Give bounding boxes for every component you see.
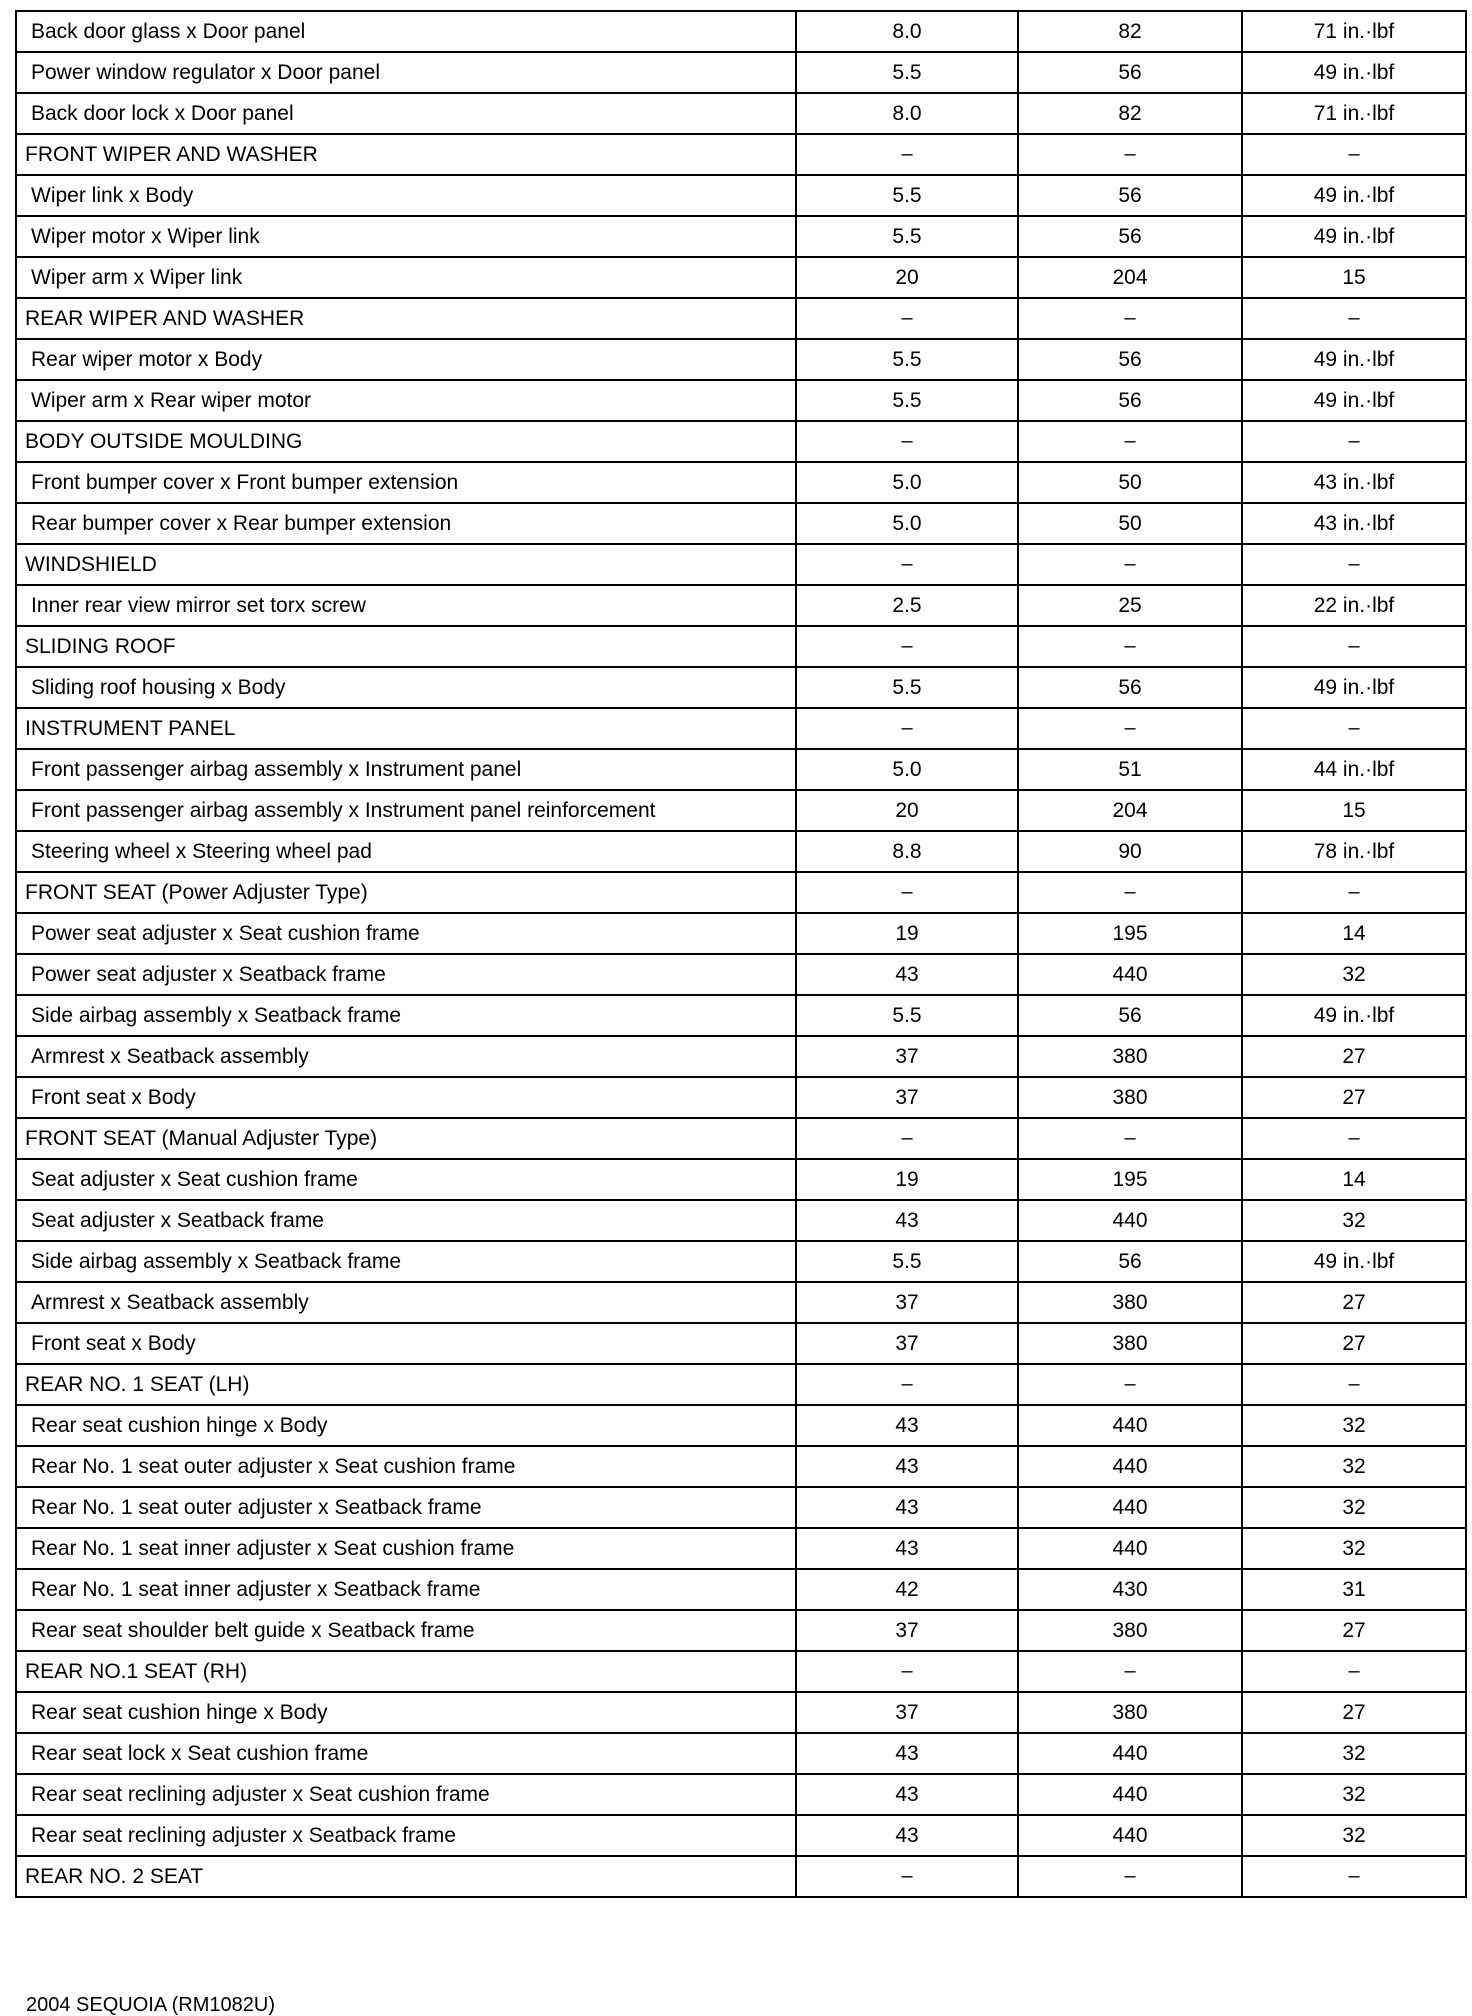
part-name-cell: Rear No. 1 seat inner adjuster x Seatback frame [16,1569,796,1610]
torque-ft-lbf-cell: 49 in.·lbf [1242,1241,1466,1282]
table-row [16,1405,1466,1446]
torque-kgf-cm-cell: 440 [1018,954,1242,995]
torque-nm-cell: 43 [796,954,1018,995]
table-row [16,1200,1466,1241]
torque-ft-lbf-cell: 71 in.·lbf [1242,93,1466,134]
torque-ft-lbf-cell: – [1242,1651,1466,1692]
torque-kgf-cm-cell: 195 [1018,1159,1242,1200]
part-name-cell: Rear wiper motor x Body [16,339,796,380]
torque-ft-lbf-cell: 49 in.·lbf [1242,216,1466,257]
table-row [16,1036,1466,1077]
torque-ft-lbf-cell: – [1242,1118,1466,1159]
part-name-cell: Inner rear view mirror set torx screw [16,585,796,626]
torque-nm-cell: 5.5 [796,995,1018,1036]
torque-kgf-cm-cell: 56 [1018,1241,1242,1282]
torque-nm-cell: 19 [796,1159,1018,1200]
torque-ft-lbf-cell: 49 in.·lbf [1242,995,1466,1036]
table-row [16,954,1466,995]
part-name-cell: Wiper arm x Wiper link [16,257,796,298]
torque-nm-cell: 8.0 [796,93,1018,134]
torque-ft-lbf-cell: – [1242,708,1466,749]
torque-kgf-cm-cell: – [1018,1364,1242,1405]
part-name-cell: Back door glass x Door panel [16,11,796,52]
torque-kgf-cm-cell: – [1018,872,1242,913]
part-name-cell: Rear seat shoulder belt guide x Seatback frame [16,1610,796,1651]
torque-nm-cell: 19 [796,913,1018,954]
torque-nm-cell: 43 [796,1528,1018,1569]
torque-ft-lbf-cell: – [1242,544,1466,585]
table-row [16,339,1466,380]
torque-ft-lbf-cell: 32 [1242,1405,1466,1446]
torque-ft-lbf-cell: 31 [1242,1569,1466,1610]
torque-nm-cell: 43 [796,1405,1018,1446]
section-header-row [16,134,1466,175]
torque-kgf-cm-cell: 440 [1018,1774,1242,1815]
torque-nm-cell: 37 [796,1036,1018,1077]
torque-nm-cell: 8.8 [796,831,1018,872]
torque-kgf-cm-cell: 50 [1018,503,1242,544]
table-row [16,1692,1466,1733]
part-name-cell: BODY OUTSIDE MOULDING [16,421,796,462]
torque-ft-lbf-cell: 32 [1242,954,1466,995]
torque-ft-lbf-cell: – [1242,421,1466,462]
table-row [16,52,1466,93]
torque-nm-cell: 5.0 [796,462,1018,503]
torque-ft-lbf-cell: 15 [1242,790,1466,831]
torque-ft-lbf-cell: 27 [1242,1323,1466,1364]
part-name-cell: Rear seat cushion hinge x Body [16,1405,796,1446]
table-row [16,462,1466,503]
torque-nm-cell: 43 [796,1815,1018,1856]
torque-nm-cell: 20 [796,790,1018,831]
torque-ft-lbf-cell: 15 [1242,257,1466,298]
torque-kgf-cm-cell: 440 [1018,1405,1242,1446]
table-row [16,216,1466,257]
torque-kgf-cm-cell: 56 [1018,52,1242,93]
torque-nm-cell: 43 [796,1200,1018,1241]
part-name-cell: Rear No. 1 seat inner adjuster x Seat cushion frame [16,1528,796,1569]
torque-kgf-cm-cell: 430 [1018,1569,1242,1610]
part-name-cell: FRONT SEAT (Power Adjuster Type) [16,872,796,913]
part-name-cell: FRONT SEAT (Manual Adjuster Type) [16,1118,796,1159]
torque-nm-cell: – [796,872,1018,913]
torque-kgf-cm-cell: – [1018,1651,1242,1692]
torque-nm-cell: – [796,421,1018,462]
torque-nm-cell: 5.0 [796,749,1018,790]
torque-kgf-cm-cell: 82 [1018,11,1242,52]
torque-kgf-cm-cell: 380 [1018,1282,1242,1323]
table-row [16,1077,1466,1118]
torque-nm-cell: 43 [796,1487,1018,1528]
torque-ft-lbf-cell: – [1242,872,1466,913]
torque-ft-lbf-cell: 49 in.·lbf [1242,175,1466,216]
torque-kgf-cm-cell: 56 [1018,216,1242,257]
torque-ft-lbf-cell: 32 [1242,1487,1466,1528]
torque-kgf-cm-cell: 380 [1018,1692,1242,1733]
part-name-cell: Front passenger airbag assembly x Instrument panel reinforcement [16,790,796,831]
torque-nm-cell: 5.5 [796,667,1018,708]
torque-kgf-cm-cell: 380 [1018,1077,1242,1118]
torque-specification-table [15,10,1467,1898]
torque-ft-lbf-cell: 27 [1242,1610,1466,1651]
table-row [16,11,1466,52]
part-name-cell: Front seat x Body [16,1077,796,1118]
section-header-row [16,1364,1466,1405]
part-name-cell: FRONT WIPER AND WASHER [16,134,796,175]
torque-ft-lbf-cell: 27 [1242,1036,1466,1077]
part-name-cell: Sliding roof housing x Body [16,667,796,708]
torque-nm-cell: – [796,626,1018,667]
part-name-cell: REAR NO. 2 SEAT [16,1856,796,1897]
torque-kgf-cm-cell: 380 [1018,1036,1242,1077]
section-header-row [16,708,1466,749]
part-name-cell: Front seat x Body [16,1323,796,1364]
torque-ft-lbf-cell: 49 in.·lbf [1242,339,1466,380]
torque-nm-cell: – [796,1856,1018,1897]
torque-ft-lbf-cell: 71 in.·lbf [1242,11,1466,52]
torque-ft-lbf-cell: 32 [1242,1200,1466,1241]
section-header-row [16,1118,1466,1159]
part-name-cell: Power seat adjuster x Seat cushion frame [16,913,796,954]
torque-kgf-cm-cell: – [1018,298,1242,339]
torque-ft-lbf-cell: 43 in.·lbf [1242,503,1466,544]
torque-kgf-cm-cell: 440 [1018,1487,1242,1528]
part-name-cell: Side airbag assembly x Seatback frame [16,995,796,1036]
torque-kgf-cm-cell: 380 [1018,1323,1242,1364]
table-row [16,1569,1466,1610]
table-row [16,1528,1466,1569]
table-row [16,1446,1466,1487]
part-name-cell: Rear No. 1 seat outer adjuster x Seatback frame [16,1487,796,1528]
torque-ft-lbf-cell: 43 in.·lbf [1242,462,1466,503]
part-name-cell: INSTRUMENT PANEL [16,708,796,749]
part-name-cell: Side airbag assembly x Seatback frame [16,1241,796,1282]
part-name-cell: Rear seat reclining adjuster x Seatback frame [16,1815,796,1856]
torque-ft-lbf-cell: 14 [1242,1159,1466,1200]
torque-nm-cell: – [796,134,1018,175]
table-row [16,175,1466,216]
torque-ft-lbf-cell: 78 in.·lbf [1242,831,1466,872]
torque-ft-lbf-cell: 49 in.·lbf [1242,380,1466,421]
section-header-row [16,1651,1466,1692]
torque-kgf-cm-cell: 440 [1018,1528,1242,1569]
torque-nm-cell: 8.0 [796,11,1018,52]
part-name-cell: Front passenger airbag assembly x Instrument panel [16,749,796,790]
torque-ft-lbf-cell: 32 [1242,1446,1466,1487]
torque-ft-lbf-cell: 32 [1242,1528,1466,1569]
part-name-cell: WINDSHIELD [16,544,796,585]
torque-nm-cell: – [796,298,1018,339]
torque-nm-cell: 37 [796,1692,1018,1733]
torque-nm-cell: 37 [796,1610,1018,1651]
torque-nm-cell: 42 [796,1569,1018,1610]
torque-kgf-cm-cell: – [1018,421,1242,462]
torque-nm-cell: 5.5 [796,1241,1018,1282]
torque-ft-lbf-cell: – [1242,1364,1466,1405]
torque-nm-cell: 43 [796,1733,1018,1774]
torque-kgf-cm-cell: 50 [1018,462,1242,503]
torque-ft-lbf-cell: – [1242,626,1466,667]
table-row [16,1610,1466,1651]
table-row [16,1159,1466,1200]
torque-nm-cell: – [796,1118,1018,1159]
torque-kgf-cm-cell: 195 [1018,913,1242,954]
torque-kgf-cm-cell: 90 [1018,831,1242,872]
table-row [16,503,1466,544]
part-name-cell: Steering wheel x Steering wheel pad [16,831,796,872]
torque-nm-cell: 2.5 [796,585,1018,626]
part-name-cell: Rear seat lock x Seat cushion frame [16,1733,796,1774]
table-row [16,257,1466,298]
part-name-cell: Front bumper cover x Front bumper extension [16,462,796,503]
torque-nm-cell: 37 [796,1323,1018,1364]
section-header-row [16,544,1466,585]
torque-ft-lbf-cell: 32 [1242,1774,1466,1815]
table-row [16,913,1466,954]
part-name-cell: Power window regulator x Door panel [16,52,796,93]
torque-kgf-cm-cell: 440 [1018,1200,1242,1241]
torque-ft-lbf-cell: 27 [1242,1692,1466,1733]
table-row [16,1774,1466,1815]
torque-nm-cell: – [796,1651,1018,1692]
part-name-cell: Back door lock x Door panel [16,93,796,134]
part-name-cell: SLIDING ROOF [16,626,796,667]
torque-nm-cell: – [796,1364,1018,1405]
torque-kgf-cm-cell: – [1018,1856,1242,1897]
torque-kgf-cm-cell: – [1018,708,1242,749]
table-row [16,1733,1466,1774]
torque-ft-lbf-cell: 49 in.·lbf [1242,667,1466,708]
torque-nm-cell: 5.5 [796,216,1018,257]
part-name-cell: Wiper link x Body [16,175,796,216]
torque-kgf-cm-cell: 440 [1018,1733,1242,1774]
torque-nm-cell: 5.5 [796,175,1018,216]
part-name-cell: REAR NO.1 SEAT (RH) [16,1651,796,1692]
section-header-row [16,421,1466,462]
part-name-cell: Rear seat reclining adjuster x Seat cushion frame [16,1774,796,1815]
torque-nm-cell: 5.5 [796,339,1018,380]
part-name-cell: Power seat adjuster x Seatback frame [16,954,796,995]
part-name-cell: Rear seat cushion hinge x Body [16,1692,796,1733]
torque-ft-lbf-cell: 27 [1242,1282,1466,1323]
torque-kgf-cm-cell: 204 [1018,257,1242,298]
torque-kgf-cm-cell: 56 [1018,995,1242,1036]
torque-ft-lbf-cell: 32 [1242,1815,1466,1856]
torque-ft-lbf-cell: 49 in.·lbf [1242,52,1466,93]
table-row [16,93,1466,134]
torque-kgf-cm-cell: 56 [1018,339,1242,380]
table-row [16,1241,1466,1282]
part-name-cell: Armrest x Seatback assembly [16,1282,796,1323]
torque-kgf-cm-cell: 380 [1018,1610,1242,1651]
torque-nm-cell: 37 [796,1282,1018,1323]
torque-ft-lbf-cell: 32 [1242,1733,1466,1774]
torque-kgf-cm-cell: 56 [1018,380,1242,421]
torque-kgf-cm-cell: 440 [1018,1815,1242,1856]
torque-kgf-cm-cell: 25 [1018,585,1242,626]
section-header-row [16,626,1466,667]
table-row [16,1323,1466,1364]
table-row [16,1282,1466,1323]
torque-kgf-cm-cell: 56 [1018,667,1242,708]
torque-ft-lbf-cell: – [1242,1856,1466,1897]
table-row [16,790,1466,831]
part-name-cell: Seat adjuster x Seat cushion frame [16,1159,796,1200]
torque-nm-cell: 37 [796,1077,1018,1118]
torque-kgf-cm-cell: – [1018,626,1242,667]
part-name-cell: REAR WIPER AND WASHER [16,298,796,339]
torque-kgf-cm-cell: 56 [1018,175,1242,216]
torque-kgf-cm-cell: 82 [1018,93,1242,134]
part-name-cell: REAR NO. 1 SEAT (LH) [16,1364,796,1405]
part-name-cell: Wiper motor x Wiper link [16,216,796,257]
torque-ft-lbf-cell: – [1242,298,1466,339]
torque-table-body [16,11,1466,1897]
table-row [16,995,1466,1036]
section-header-row [16,872,1466,913]
table-row [16,749,1466,790]
torque-nm-cell: 5.5 [796,380,1018,421]
torque-ft-lbf-cell: – [1242,134,1466,175]
part-name-cell: Rear bumper cover x Rear bumper extension [16,503,796,544]
table-row [16,1815,1466,1856]
torque-kgf-cm-cell: – [1018,544,1242,585]
table-row [16,667,1466,708]
torque-ft-lbf-cell: 14 [1242,913,1466,954]
torque-nm-cell: 43 [796,1774,1018,1815]
torque-kgf-cm-cell: 51 [1018,749,1242,790]
torque-nm-cell: – [796,708,1018,749]
table-row [16,380,1466,421]
part-name-cell: Rear No. 1 seat outer adjuster x Seat cushion frame [16,1446,796,1487]
section-header-row [16,298,1466,339]
torque-nm-cell: 5.5 [796,52,1018,93]
torque-kgf-cm-cell: – [1018,1118,1242,1159]
page-footer: 2004 SEQUOIA (RM1082U) [26,1994,275,2016]
torque-ft-lbf-cell: 27 [1242,1077,1466,1118]
torque-ft-lbf-cell: 44 in.·lbf [1242,749,1466,790]
part-name-cell: Seat adjuster x Seatback frame [16,1200,796,1241]
table-row [16,831,1466,872]
torque-ft-lbf-cell: 22 in.·lbf [1242,585,1466,626]
torque-nm-cell: 20 [796,257,1018,298]
section-header-row [16,1856,1466,1897]
torque-kgf-cm-cell: 440 [1018,1446,1242,1487]
torque-nm-cell: 5.0 [796,503,1018,544]
part-name-cell: Wiper arm x Rear wiper motor [16,380,796,421]
table-row [16,1487,1466,1528]
torque-nm-cell: – [796,544,1018,585]
part-name-cell: Armrest x Seatback assembly [16,1036,796,1077]
table-row [16,585,1466,626]
torque-nm-cell: 43 [796,1446,1018,1487]
torque-kgf-cm-cell: – [1018,134,1242,175]
torque-kgf-cm-cell: 204 [1018,790,1242,831]
